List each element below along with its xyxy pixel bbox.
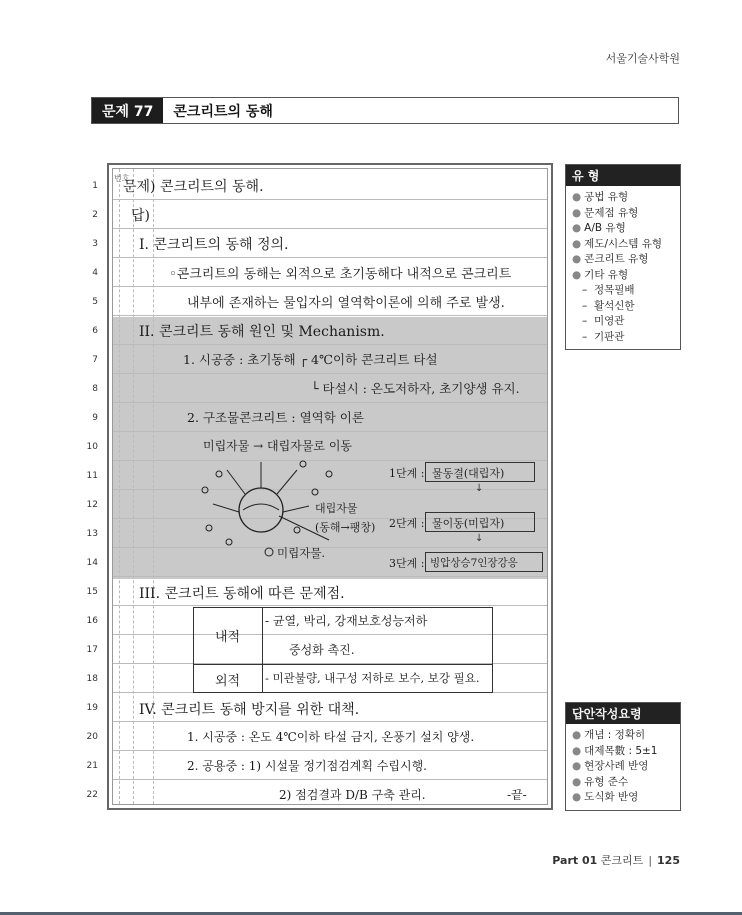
stage-1-label: 1단계 : (389, 467, 425, 480)
answer-line-10: 미립자물 → 대립자물로 이동 (203, 439, 353, 453)
margin-line (133, 169, 135, 804)
page-number: 125 (657, 854, 680, 867)
type-sub-item: – 정목필배 (582, 284, 635, 296)
line-number: 9 (92, 413, 98, 423)
diagram-label-macro: 대립자물 (315, 502, 358, 515)
stage-2-box (425, 512, 535, 532)
micro-particle (226, 539, 232, 545)
ice-crystal-shape (243, 504, 279, 510)
question-number: 문제 77 (92, 98, 163, 123)
type-sub-item: – 기판관 (582, 330, 625, 343)
bullet-icon: ● (572, 191, 582, 203)
micro-particle (265, 548, 273, 556)
pore-circle (239, 488, 283, 532)
type-item: ● A/B 유형 (572, 222, 626, 234)
line-number: 7 (92, 355, 98, 365)
bullet-icon: ● (572, 729, 582, 741)
stage-2-text: 물이동(미립자) (432, 517, 505, 530)
answer-line-1: 문제) 콘크리트의 동해. (123, 179, 264, 195)
answer-line-17: III. 콘크리트 동해에 따른 문제점. (139, 586, 345, 602)
guide-box (565, 702, 681, 811)
stage-arrow-1: ↓ (475, 483, 484, 494)
guide-item: ● 도식화 반영 (572, 791, 639, 803)
line-number: 19 (86, 703, 98, 713)
type-item: ● 콘크리트 유형 (572, 253, 649, 265)
diagram-label-micro: 미립자물. (277, 546, 326, 560)
line-number: 18 (86, 674, 98, 684)
ruled-line (113, 402, 547, 403)
number-mark: 번호 (114, 174, 130, 183)
ruled-line (113, 431, 547, 432)
bullet-icon: ● (572, 237, 582, 250)
micro-water-arrow (227, 470, 245, 494)
part-label: Part 01 (552, 854, 598, 867)
ruled-line (113, 750, 547, 751)
line-number: 16 (86, 616, 98, 626)
type-sub-item: – 활석신한 (582, 299, 635, 312)
guide-item: ● 대제목數 : 5±1 (572, 744, 658, 757)
diagram-label-expansion: (동해→팽창) (315, 521, 376, 534)
chapter-label: 콘크리트 (600, 854, 644, 867)
answer-line-25: 2. 공용중 : 1) 시설물 정기점검계획 수립시행. (187, 759, 427, 773)
type-item: ● 공법 유형 (572, 191, 629, 203)
internal-label: 내적 (215, 630, 241, 645)
external-label: 외적 (215, 674, 241, 689)
stage-1-box (425, 462, 535, 482)
line-number: 22 (86, 790, 98, 800)
micro-particle (294, 527, 300, 533)
line-number: 4 (92, 268, 98, 278)
answer-line-5: 내부에 존재하는 물입자의 열역학이론에 의해 주로 발생. (187, 296, 505, 311)
answer-line-2: 답) (131, 208, 150, 224)
micro-particle (300, 461, 306, 467)
answer-line-23: IV. 콘크리트 동해 방지를 위한 대책. (139, 702, 360, 718)
answer-line-3: I. 콘크리트의 동해 정의. (139, 237, 289, 253)
guide-box-title: 답안작성요령 (566, 703, 680, 724)
ruled-line (113, 721, 547, 722)
bullet-icon: ● (572, 206, 582, 219)
bullet-icon: ● (572, 268, 582, 281)
line-number: 13 (86, 529, 98, 539)
stage-3-text: 빙압상승7인장강응 (430, 557, 518, 569)
ruled-line (113, 199, 547, 200)
line-number: 12 (86, 500, 98, 510)
ruled-line (113, 315, 547, 316)
line-number: 5 (92, 297, 98, 307)
answer-line-4: ◦콘크리트의 동해는 외적으로 초기동해다 내적으로 콘크리트 (169, 267, 512, 282)
ruled-line (113, 779, 547, 780)
stage-1-text: 물동결(대립자) (432, 467, 505, 480)
table-divider (262, 608, 263, 692)
line-number: 8 (92, 384, 98, 394)
end-mark: -끝- (507, 788, 527, 802)
school-name: 서울기술사학원 (605, 52, 680, 65)
guide-item: ● 유형 준수 (572, 775, 629, 788)
guide-list (566, 724, 680, 810)
line-number: 17 (86, 645, 98, 655)
micro-particle (216, 471, 222, 477)
type-list (566, 186, 680, 349)
type-box (565, 164, 681, 350)
internal-effects-1: - 균열, 박리, 강재보호성능저하 (265, 614, 428, 628)
guide-item: ● 현장사례 반영 (572, 760, 649, 772)
answer-line-24: 1. 시공중 : 온도 4℃이하 타설 금지, 온풍기 설치 양생. (187, 730, 475, 744)
micro-particle (312, 489, 318, 495)
ruled-line (113, 576, 547, 577)
line-number: 11 (86, 471, 98, 481)
bullet-icon: ● (572, 253, 582, 265)
type-sub-item: – 미영관 (582, 315, 625, 327)
ruled-line (113, 344, 547, 345)
page-footer (552, 852, 680, 868)
type-box-title: 유 형 (566, 165, 680, 186)
answer-sheet (107, 163, 553, 810)
line-number: 14 (86, 558, 98, 568)
bullet-icon: ● (572, 775, 582, 788)
type-item: ● 문제점 유형 (572, 206, 639, 219)
answer-line-7: 1. 시공중 : 초기동해 ┌ 4℃이하 콘크리트 타설 (183, 352, 438, 367)
guide-item: ● 개념 : 정확히 (572, 729, 646, 741)
micro-water-arrow (283, 506, 309, 512)
type-item: ● 제도/시스템 유형 (572, 237, 663, 250)
stage-2-label: 2단계 : (389, 517, 425, 530)
question-title-bar (91, 97, 679, 124)
bullet-icon: ● (572, 744, 582, 757)
answer-line-8: └ 타설시 : 온도저하자, 초기양생 유지. (311, 381, 520, 396)
type-item: ● 기타 유형 (572, 268, 629, 281)
line-number: 2 (92, 210, 98, 220)
question-title: 콘크리트의 동해 (173, 103, 273, 120)
ruled-line (113, 228, 547, 229)
bullet-icon: ● (572, 760, 582, 772)
micro-particle (326, 471, 332, 477)
micro-water-arrow (277, 470, 297, 494)
line-number: 20 (86, 732, 98, 742)
margin-line (119, 169, 121, 804)
micro-particle (206, 525, 212, 531)
answer-line-6: II. 콘크리트 동해 원인 및 Mechanism. (139, 324, 385, 340)
bullet-icon: ● (572, 222, 582, 234)
stage-3-label: 3단계 : (389, 557, 425, 570)
answer-line-26: 2) 점검결과 D/B 구축 관리. (279, 788, 426, 802)
bullet-icon: ● (572, 791, 582, 803)
table-divider (194, 664, 492, 665)
line-number: 1 (92, 181, 98, 191)
ruled-line (113, 373, 547, 374)
line-number: 3 (92, 239, 98, 249)
line-number: 6 (92, 326, 98, 336)
ruled-line (113, 257, 547, 258)
stage-arrow-2: ↓ (475, 533, 484, 544)
line-number: 21 (86, 761, 98, 771)
ruled-line (113, 605, 547, 606)
external-effects: - 미관불량, 내구성 저하로 보수, 보강 필요. (265, 671, 480, 685)
stage-3-box (425, 552, 543, 572)
line-number: 15 (86, 587, 98, 597)
micro-water-arrow (213, 504, 239, 512)
ruled-line (113, 286, 547, 287)
line-number: 10 (86, 442, 98, 452)
micro-particle (202, 487, 208, 493)
footer-separator: | (648, 854, 653, 867)
internal-effects-2: 중성화 촉진. (289, 643, 355, 657)
answer-line-9: 2. 구조물콘크리트 : 열역학 이론 (187, 410, 364, 425)
